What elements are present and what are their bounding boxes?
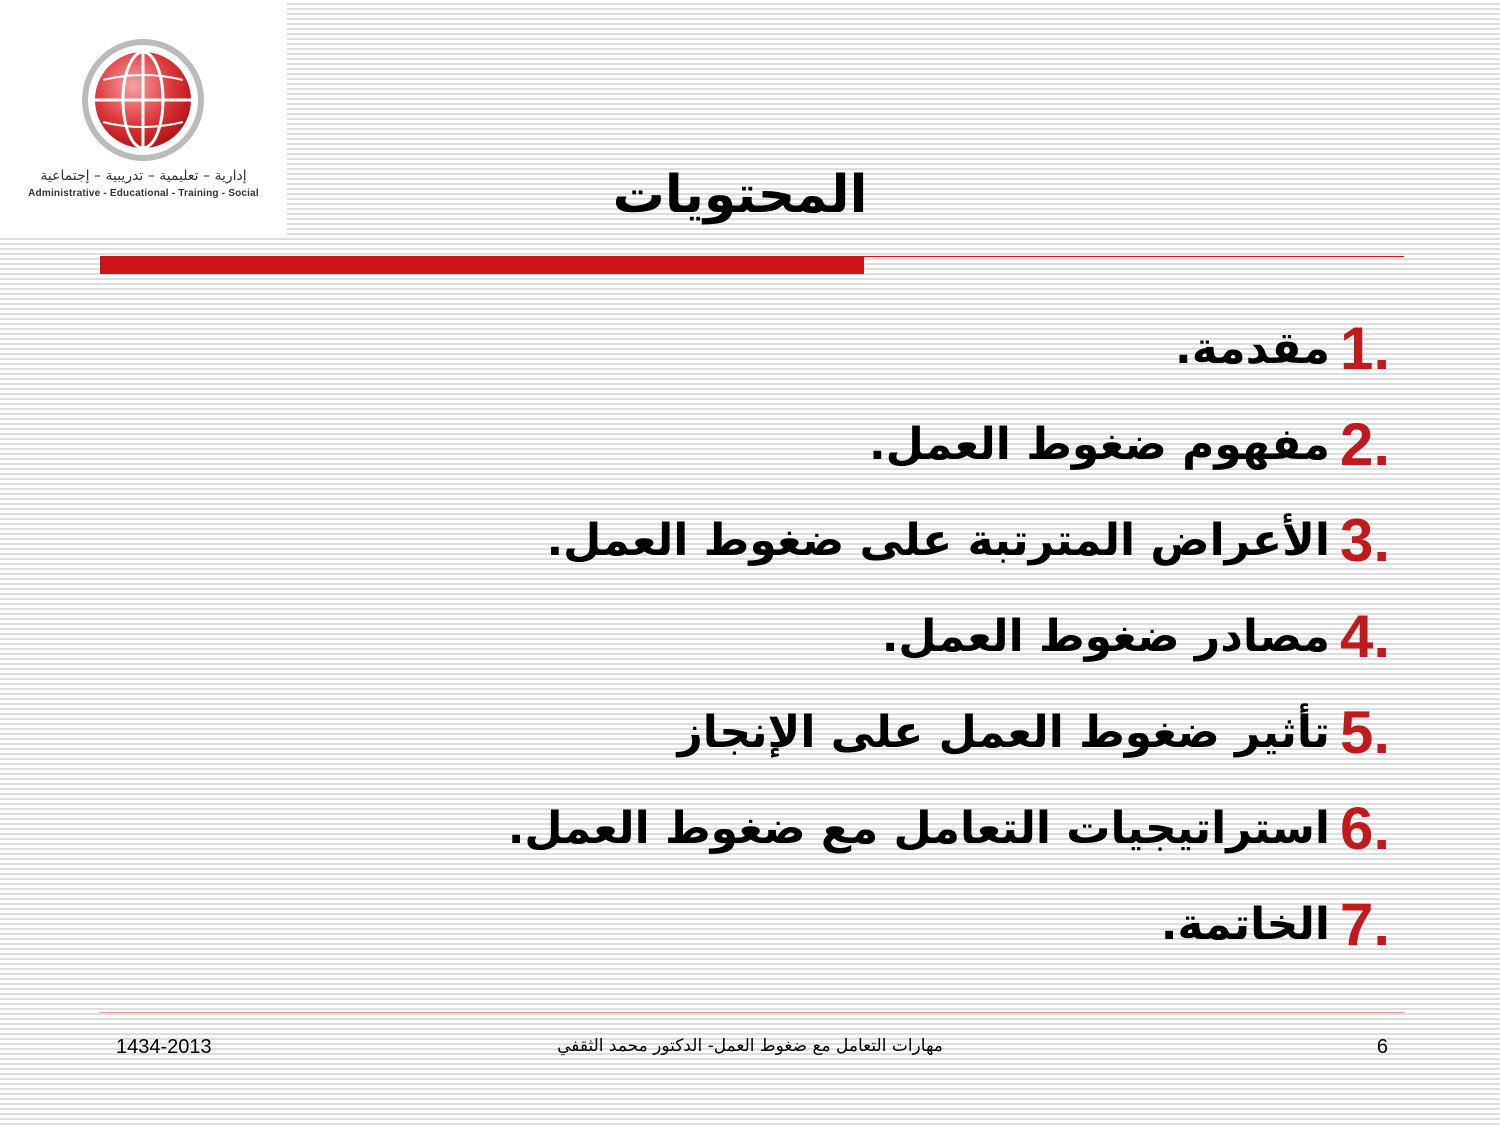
item-text: الخاتمة. [1160, 898, 1330, 950]
item-number: 3. [1339, 506, 1390, 574]
globe-logo-icon [58, 30, 228, 170]
item-number: 1. [1339, 314, 1390, 382]
logo-arabic-tagline: إدارية – تعليمية – تدريبية – إجتماعية [40, 168, 247, 184]
slide-title: المحتويات [612, 165, 868, 225]
item-number: 4. [1339, 602, 1390, 670]
item-number: 6. [1339, 794, 1390, 862]
list-item [508, 588, 1390, 684]
title-underline-bar [100, 256, 864, 274]
list-item [508, 300, 1390, 396]
item-number: 7. [1339, 890, 1390, 958]
item-text: مفهوم ضغوط العمل. [868, 418, 1330, 470]
list-item [508, 492, 1390, 588]
title-underline-thin [864, 256, 1404, 257]
item-text: استراتيجيات التعامل مع ضغوط العمل. [507, 802, 1330, 854]
item-text: تأثير ضغوط العمل على الإنجاز [677, 706, 1330, 758]
list-item [508, 876, 1390, 972]
item-text: مقدمة. [1174, 322, 1330, 374]
page-number: 6 [1376, 1036, 1388, 1058]
list-item [508, 780, 1390, 876]
item-text: الأعراض المترتبة على ضغوط العمل. [546, 514, 1330, 566]
item-number: 2. [1339, 410, 1390, 478]
footer-caption: مهارات التعامل مع ضغوط العمل- الدكتور محمد الثقفي [557, 1036, 943, 1056]
footer-divider [100, 1012, 1404, 1013]
contents-list [508, 300, 1390, 972]
footer-date: 1434-2013 [116, 1036, 212, 1058]
logo-english-tagline: Administrative - Educational - Training - Social [28, 188, 259, 199]
item-text: مصادر ضغوط العمل. [881, 610, 1330, 662]
list-item [508, 396, 1390, 492]
item-number: 5. [1339, 698, 1390, 766]
list-item [508, 684, 1390, 780]
logo [0, 0, 287, 235]
